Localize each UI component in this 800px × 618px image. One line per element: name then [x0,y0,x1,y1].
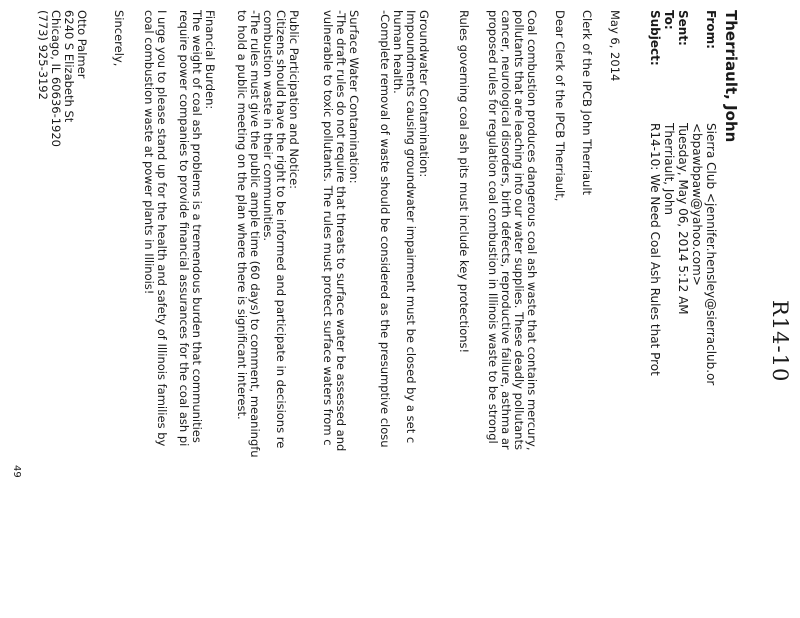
section-heading: Groundwater Contamination: [417,10,431,178]
from-label: From: [704,10,718,49]
from-value-email: <bpawbpaw@yahoo.com> [690,123,704,286]
closing-line: coal combustion waste at power plants in Illinois! [142,10,156,295]
section-heading: Public Participation and Notice: [287,10,301,190]
signer-city: Chicago, IL 60636-1920 [49,10,63,147]
section-line: -The draft rules do not require that threats to surface water be assessed and [334,10,348,452]
closing-line: I urge you to please stand up for the health and safety of Illinois families by [155,10,169,447]
key-protections-line: Rules governing coal ash pits must include key protections! [457,10,471,354]
signature-block [36,10,88,147]
recipient-line: Clerk of the IPCB John Therriault [580,10,594,196]
financial-burden-section [177,10,216,446]
letter-date: May 6, 2014 [608,10,622,82]
section-line: combustion waste in their communities. [261,10,275,242]
section-line: -The rules must give the public ample time (60 days) to comment, meaningfu [248,10,262,458]
subject-label: Subject: [648,10,662,66]
sent-label: Sent: [676,10,690,46]
section-line: Citizens should have the right to be informed and participate in decisions re [274,10,288,449]
page-number: 49 [11,465,22,478]
intro-paragraph [486,10,538,451]
signer-name: Otto Palmer [75,10,89,79]
signer-phone: (773) 925-3192 [36,10,50,100]
intro-line: proposed rules for regulation coal combustion in Illinois waste to be strongl [486,10,500,444]
to-value: Therriault, John [662,123,676,216]
section-line: human health. [391,10,405,94]
section-line: Impoundments causing groundwater impairment must be closed by a set c [404,10,418,444]
section-line: -Complete removal of waste should be considered as the presumptive closu [378,10,392,448]
signoff: Sincerely, [112,10,126,67]
intro-line: pollutants that are leaching into our water supplies. These deadly pollutants [512,10,526,450]
to-label: To: [662,10,676,30]
section-heading: Financial Burden: [203,10,217,110]
sent-value: Tuesday, May 06, 2014 5:12 AM [676,123,690,315]
header-name: Therriault, John [722,10,740,143]
public-participation-section [235,10,300,458]
section-line: to hold a public meeting on the plan where there is significant interest. [235,10,249,420]
groundwater-section [378,10,430,448]
surface-water-section [321,10,360,451]
intro-line: Coal combustion produces dangerous coal ash waste that contains mercury, [525,10,539,451]
section-line: vulnerable to toxic pollutants. The rules must protect surface waters from c [321,10,335,446]
from-value: Sierra Club <jennifer.hensley@sierraclub.or [704,123,718,386]
intro-line: cancer, neurological disorders, birth defects, reproductive failure, asthma ar [499,10,513,450]
section-heading: Surface Water Contamination: [347,10,361,184]
closing-appeal [142,10,168,446]
document-id: R14-10 [768,300,792,383]
salutation: Dear Clerk of the IPCB Therriault, [553,10,567,202]
subject-value: R14-10: We Need Coal Ash Rules that Prot [648,123,662,376]
section-line: The weight of coal ash problems is a tremendous burden that communities [190,10,204,443]
signer-street: 6240 S Elizabeth St [62,10,76,123]
section-line: require power companies to provide financial assurances for the coal ash pi [177,10,191,447]
